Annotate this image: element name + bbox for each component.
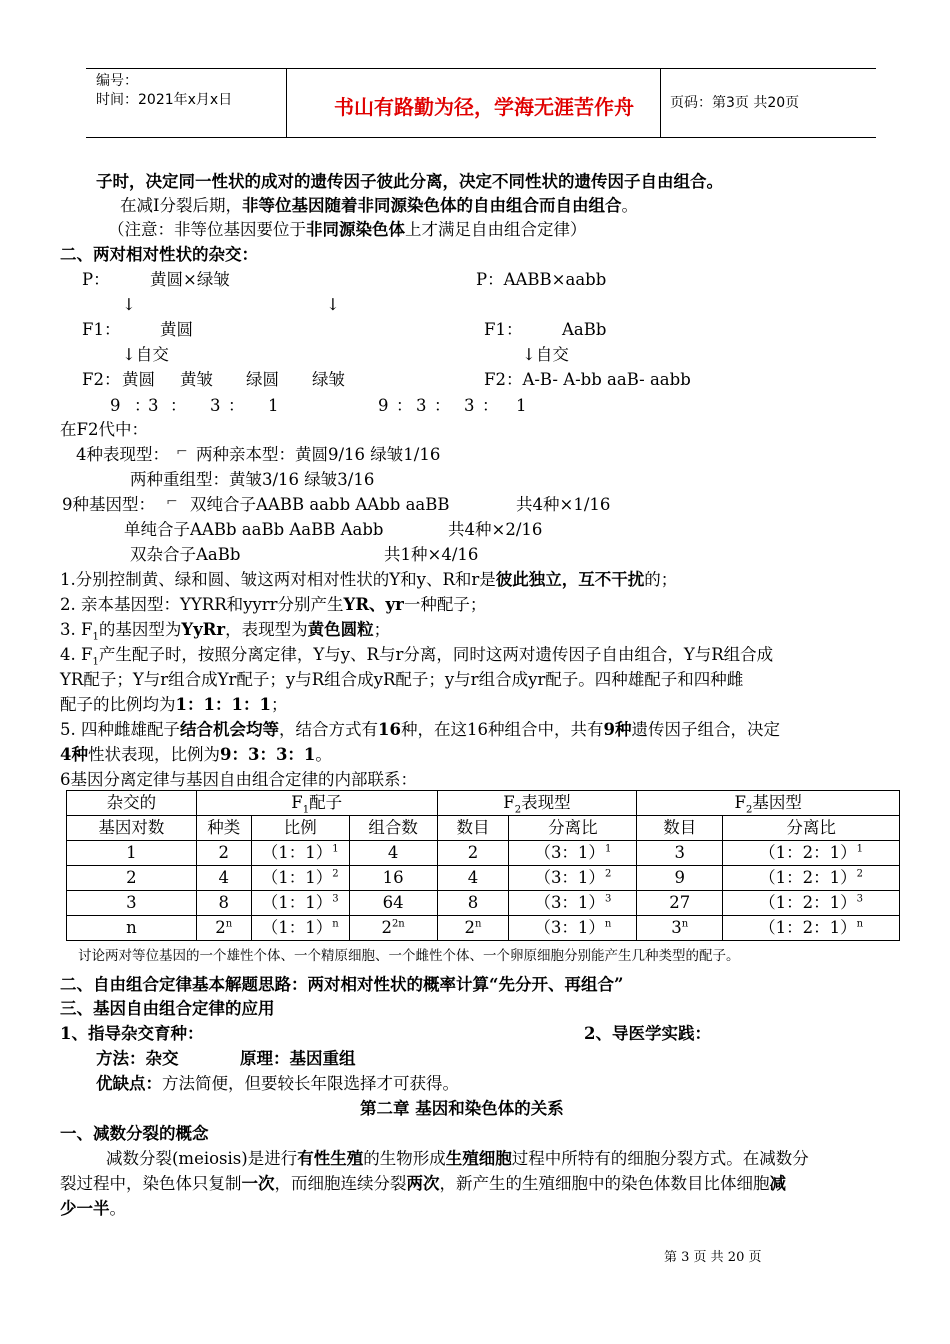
genotype-homozygous: 双纯合子AABB aabb AAbb aaBB xyxy=(190,495,450,514)
table-header-row xyxy=(67,791,900,816)
table-row xyxy=(67,916,900,941)
header-divider xyxy=(286,69,287,137)
f1-label: F1： xyxy=(484,320,523,339)
section-solving: 二、自由组合定律基本解题思路：两对相对性状的概率计算“先分开、再组合” xyxy=(60,975,624,994)
phenotype-parent: 两种亲本型：黄圆9/16 绿皱1/16 xyxy=(196,445,441,464)
cell-ratio: （1：1）$^3$ xyxy=(251,891,349,916)
f1-phenotype: 黄圆 xyxy=(160,320,193,339)
f2-phenotype: 绿圆 xyxy=(246,370,279,389)
ratio-sep: ： xyxy=(482,396,499,415)
ratio-value: 3 xyxy=(416,396,427,415)
ratio-sep: ： xyxy=(228,396,245,415)
cell-geno-ratio: （1：2：1）$^2$ xyxy=(723,866,900,891)
header-f2-phenotype: $F_2$表现型 xyxy=(437,791,637,816)
cell-geno-count: 3 xyxy=(637,841,723,866)
cell-kinds: 2 xyxy=(196,841,251,866)
cell-pairs: n xyxy=(67,916,197,941)
cell-pairs: 2 xyxy=(67,866,197,891)
point-3: 3. $F_1$的基因型为YyRr，表现型为黄色圆粒； xyxy=(60,620,391,643)
p-label: P： xyxy=(82,270,110,289)
ratio-sep: ： xyxy=(434,396,451,415)
genotype-double: 双杂合子AaBb xyxy=(130,545,241,564)
genotype-title: 9种基因型： xyxy=(62,495,155,514)
point-4-cont: YR配子；Y与r组合成Yr配子；y与R组合成yR配子；y与r组合成yr配子。四种雄配子和四种雌 xyxy=(60,670,744,689)
cell-geno-ratio: （1：2：1）$^n$ xyxy=(723,916,900,941)
meiosis-line-2: 裂过程中，染色体只复制一次，而细胞连续分裂两次，新产生的生殖细胞中的染色体数目比体细胞减 xyxy=(60,1174,786,1193)
ratio-sep: ： xyxy=(170,396,187,415)
p-phenotype: 黄圆×绿皱 xyxy=(150,270,230,289)
cell-geno-count: 9 xyxy=(637,866,723,891)
f2-genotypes: F2：A-B- A-bb aaB- aabb xyxy=(484,370,691,389)
point-5-cont: 4种性状表现，比例为9：3：3：1。 xyxy=(60,745,332,764)
ratio-value: 1 xyxy=(268,396,279,415)
method: 方法：杂交 xyxy=(96,1049,179,1068)
application-1: 1、指导杂交育种： xyxy=(60,1024,204,1043)
principle: 原理：基因重组 xyxy=(240,1049,356,1068)
f1-label: F1： xyxy=(82,320,121,339)
application-2: 2、导医学实践： xyxy=(584,1024,711,1043)
f2-phenotype: 绿皱 xyxy=(312,370,345,389)
cell-pheno-count: 4 xyxy=(437,866,509,891)
cell-pheno-count: 8 xyxy=(437,891,509,916)
cell-pheno-ratio: （3：1）$^n$ xyxy=(509,916,637,941)
point-4-cont: 配子的比例均为1：1：1：1； xyxy=(60,695,288,714)
ratio-value: 3 xyxy=(148,396,159,415)
selfing-arrow: ↓自交 xyxy=(522,345,569,364)
motto: 书山有路勤为径，学海无涯苦作舟 xyxy=(334,95,634,119)
header-count: 数目 xyxy=(637,816,723,841)
cell-geno-ratio: （1：2：1）$^1$ xyxy=(723,841,900,866)
down-arrow-icon: ↓ xyxy=(326,295,340,314)
genotype-count: 共4种×2/16 xyxy=(448,520,543,539)
code-label: 编号： xyxy=(96,73,138,89)
point-5: 5. 四种雌雄配子结合机会均等，结合方式有16种，在这16种组合中，共有9种遗传因子组合，决定 xyxy=(60,720,780,739)
cell-pheno-ratio: （3：1）$^1$ xyxy=(509,841,637,866)
header-kinds: 种类 xyxy=(196,816,251,841)
genotype-count: 共4种×1/16 xyxy=(516,495,611,514)
cell-pairs: 3 xyxy=(67,891,197,916)
meiosis-line-1: 减数分裂(meiosis)是进行有性生殖的生物形成生殖细胞过程中所特有的细胞分裂方式。在减数分 xyxy=(106,1149,809,1168)
ratio-sep: ： xyxy=(134,396,151,415)
ratio-sep: ： xyxy=(396,396,413,415)
table-row xyxy=(67,891,900,916)
brace-icon: ⌐ xyxy=(176,444,188,460)
ratio-value: 3 xyxy=(464,396,475,415)
header-segregation: 分离比 xyxy=(509,816,637,841)
cell-kinds: 8 xyxy=(196,891,251,916)
point-1: 1.分别控制黄、绿和圆、皱这两对相对性状的Y和y、R和r是彼此独立，互不干扰的； xyxy=(60,570,678,589)
f2-intro: 在F2代中： xyxy=(60,420,148,439)
intro-line-2: 在减I分裂后期，非等位基因随着非同源染色体的自由组合而自由组合。 xyxy=(120,196,639,215)
page-footer: 第 3 页 共 20 页 xyxy=(664,1250,762,1265)
intro-line-3: （注意：非等位基因要位于非同源染色体上才满足自由组合定律） xyxy=(108,220,587,239)
cell-pheno-ratio: （3：1）$^3$ xyxy=(509,891,637,916)
cell-ratio: （1：1）$^1$ xyxy=(251,841,349,866)
page-label: 页码：第3页 共20页 xyxy=(670,95,800,111)
cell-kinds: 4 xyxy=(196,866,251,891)
point-4: 4. $F_1$产生配子时，按照分离定律，Y与y、R与r分离，同时这两对遗传因子自由组合，Y与R组合成 xyxy=(60,645,774,668)
pros-cons: 优缺点：方法简便，但要较长年限选择才可获得。 xyxy=(96,1074,459,1093)
cell-geno-count: 27 xyxy=(637,891,723,916)
header-combos: 组合数 xyxy=(349,816,437,841)
table-row xyxy=(67,866,900,891)
table-note: 讨论两对等位基因的一个雄性个体、一个精原细胞、一个雌性个体、一个卵原细胞分别能产生几种类型的配子。 xyxy=(78,948,740,964)
cell-pheno-ratio: （3：1）$^2$ xyxy=(509,866,637,891)
f2-phenotype: 黄圆 xyxy=(122,370,155,389)
cell-combos: 64 xyxy=(349,891,437,916)
cell-pheno-count: 2 xyxy=(437,841,509,866)
f2-phenotype: 黄皱 xyxy=(180,370,213,389)
header-segregation: 分离比 xyxy=(723,816,900,841)
ratio-value: 3 xyxy=(210,396,221,415)
f2-label: F2： xyxy=(82,370,121,389)
table-row xyxy=(67,841,900,866)
cell-ratio: （1：1）$^2$ xyxy=(251,866,349,891)
chapter-title: 第二章 基因和染色体的关系 xyxy=(360,1099,564,1118)
cell-combos: 4 xyxy=(349,841,437,866)
header-cross-2: 基因对数 xyxy=(67,816,197,841)
cell-geno-count: 3$^n$ xyxy=(637,916,723,941)
cell-combos: $2^{2n}$ xyxy=(349,916,437,941)
cell-ratio: （1：1）$^n$ xyxy=(251,916,349,941)
genotype-count: 共1种×4/16 xyxy=(384,545,479,564)
page-header xyxy=(86,68,876,138)
point-6: 6基因分离定律与基因自由组合定律的内部联系： xyxy=(60,770,417,789)
header-f2-genotype: $F_2$基因型 xyxy=(637,791,900,816)
meiosis-title: 一、减数分裂的概念 xyxy=(60,1124,209,1143)
section-title: 二、两对相对性状的杂交： xyxy=(60,245,258,264)
header-f1-gametes: $F_1$配子 xyxy=(196,791,437,816)
selfing-arrow: ↓自交 xyxy=(122,345,169,364)
table-subheader-row xyxy=(67,816,900,841)
f1-genotype: AaBb xyxy=(562,320,607,339)
header-ratio: 比例 xyxy=(251,816,349,841)
cell-combos: 16 xyxy=(349,866,437,891)
p-genotype: P：AABB×aabb xyxy=(476,270,607,289)
inheritance-table xyxy=(66,790,900,941)
phenotype-title: 4种表现型： xyxy=(76,445,169,464)
point-2: 2. 亲本基因型：YYRR和yyrr分别产生YR、yr一种配子； xyxy=(60,595,487,614)
ratio-value: 9 xyxy=(378,396,389,415)
brace-icon: ⌐ xyxy=(166,494,178,510)
phenotype-recombinant: 两种重组型：黄皱3/16 绿皱3/16 xyxy=(130,470,375,489)
cell-pheno-count: 2$^n$ xyxy=(437,916,509,941)
cell-pairs: 1 xyxy=(67,841,197,866)
ratio-value: 9 xyxy=(110,396,121,415)
cell-kinds: 2$^n$ xyxy=(196,916,251,941)
down-arrow-icon: ↓ xyxy=(122,295,136,314)
header-count: 数目 xyxy=(437,816,509,841)
section-applications: 三、基因自由组合定律的应用 xyxy=(60,999,275,1018)
header-cross: 杂交的 xyxy=(67,791,197,816)
time-label: 时间：2021年x月x日 xyxy=(96,92,233,108)
ratio-value: 1 xyxy=(516,396,527,415)
intro-line-1: 子时，决定同一性状的成对的遗传因子彼此分离，决定不同性状的遗传因子自由组合。 xyxy=(96,172,723,191)
header-divider xyxy=(660,69,661,137)
genotype-single: 单纯合子AABb aaBb AaBB Aabb xyxy=(124,520,384,539)
meiosis-line-3: 少一半。 xyxy=(60,1199,126,1218)
cell-geno-ratio: （1：2：1）$^3$ xyxy=(723,891,900,916)
